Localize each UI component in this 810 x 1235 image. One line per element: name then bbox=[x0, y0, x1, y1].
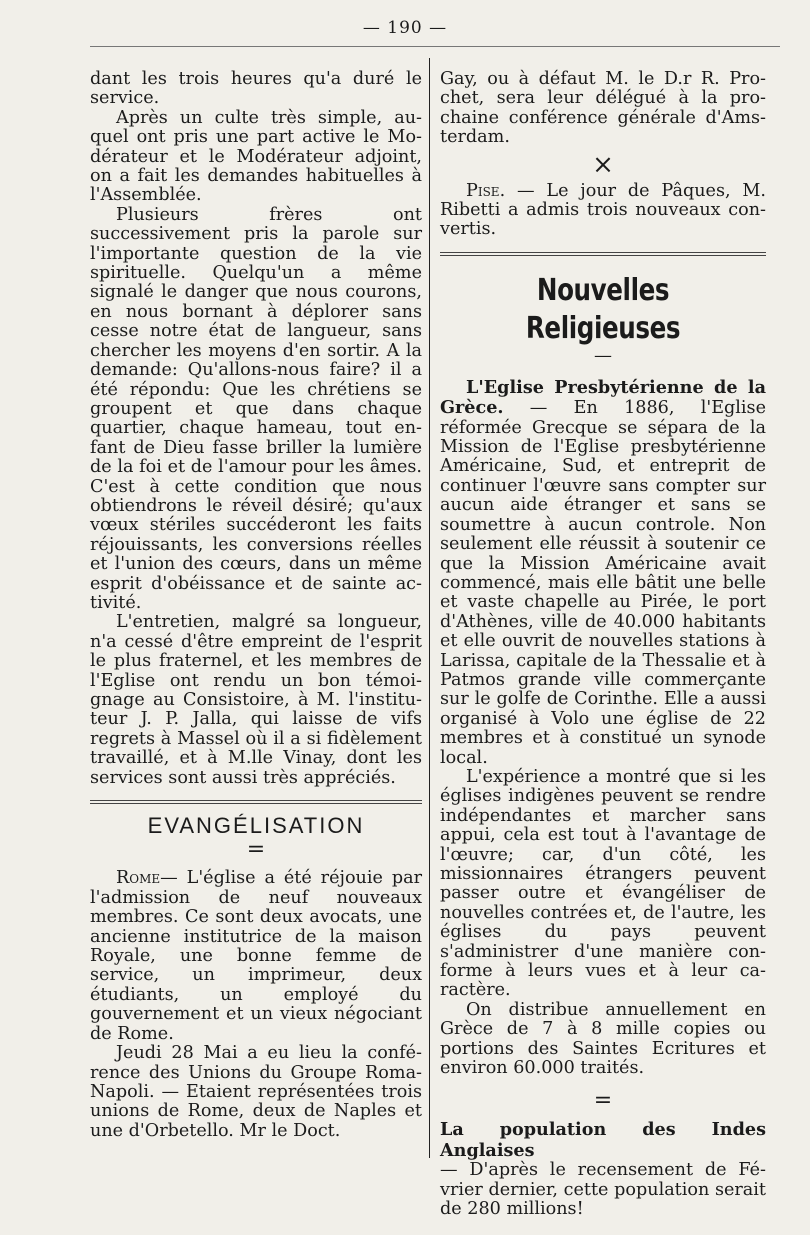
paragraph-text: — D'après le recensement de Février dernier, cette population serait de 280 millions! bbox=[440, 1160, 766, 1220]
paragraph: L'entretien, malgré sa longueur, n'a cessé d'être empreint de l'esprit le plus fraternel, et les membres de l'Eglise ont rendu un bon témoignage au Consistoire, à M. l'instituteur J. P. Jalla, qui laisse de vifs regrets à Massel où il a si fidèlement travaillé, et à M.lle Vinay, dont les services sont aussi très appréciés. bbox=[90, 612, 422, 788]
paragraph: L'expérience a montré que si les églises indigènes peuvent se rendre indépendantes et marcher sans appui, cela est tout à l'avantage de l'œuvre; car, d'un côté, les missionnaires étrangers peuvent passer outre et évangéliser de nouvelles contrées et, de l'autre, les églises du pays peuvent s'administrer d'une manière conforme à leurs vues et à leur caractère. bbox=[440, 766, 766, 1001]
left-column bbox=[90, 70, 422, 1141]
section-separator: = bbox=[593, 1088, 613, 1114]
place-label-rome: Rome bbox=[116, 868, 161, 889]
paragraph-pise bbox=[440, 182, 766, 240]
article-presbyterienne bbox=[440, 378, 766, 768]
paragraph-text: — L'église a été réjouie par l'admission de neuf nouveaux membres. Ce sont deux avocats, une ancienne institutrice de la maison Royale, une bonne femme de service, un imprimeur, deux étudiants, un employé du gouvernement et un vieux négociant de Rome. bbox=[90, 868, 422, 1044]
paragraph: Après un culte très simple, auquel ont pris une part active le Modérateur et le Modérateur adjoint, on a fait les demandes habituelles à l'Assemblée. bbox=[90, 107, 422, 206]
place-label-pise: Pise bbox=[466, 180, 500, 201]
article-population bbox=[440, 1120, 766, 1219]
section-separator: = bbox=[246, 837, 266, 863]
paragraph: On distribue annuellement en Grèce de 7 à 8 mille copies ou portions des Saintes Ecritures et environ 60.000 traités. bbox=[440, 999, 766, 1079]
article-title: La population des Indes Anglaises bbox=[440, 1119, 766, 1161]
section-heading-evangelisation: EVANGÉLISATION bbox=[147, 813, 365, 839]
paragraph: dant les trois heures qu'a duré le service. bbox=[90, 69, 422, 109]
section-rule bbox=[90, 800, 422, 804]
heading-dash: — bbox=[594, 344, 612, 366]
cross-separator: × bbox=[592, 149, 614, 180]
paragraph: Plusieurs frères ont successivement pris la parole sur l'importante question de la vie spirituelle. Quelqu'un a même signalé le danger que nous courons, en nous bornant à déplorer sans cesse notre état de langueur, sans chercher les moyens d'en sortir. A la demande: Qu'allons-nous faire? il a été répondu: Que les chrétiens se groupent et que dans chaque quartier, chaque hameau, tout enfant de Dieu fasse briller la lumière de la foi et de l'amour pour les âmes. C'est à cette condition que nous obtiendrons le réveil désiré; qu'aux vœux stériles succéderont les faits réjouissants, les conversions réelles et l'union des cœurs, dans un même esprit d'obéissance et de sainte activité. bbox=[90, 204, 422, 613]
paragraph-text: — En 1886, l'Eglise réformée Grecque se sépara de la Mission de l'Eglise presbytérienne Américaine, Sud, et entreprit de continuer l'œuvre sans compter sur aucun aide étranger et sans se soumettre à aucun controle. Non seulement elle réussit à soutenir ce que la Mission Américaine avait commencé, mais elle bâtit une belle et vaste chapelle au Pirée, le port d'Athènes, ville de 40.000 habitants et elle ouvrit de nouvelles stations à Larissa, capitale de la Thessalie et à Patmos grande ville commerçante sur le golfe de Corinthe. Elle a aussi organisé à Volo une église de 22 membres et à constitué un synode local. bbox=[440, 398, 766, 768]
column-divider bbox=[429, 58, 430, 1158]
paragraph: Gay, ou à défaut M. le D.r R. Prochet, sera leur délégué à la prochaine conférence générale d'Amsterdam. bbox=[440, 69, 766, 148]
header-rule bbox=[90, 46, 780, 47]
section-heading-nouvelles-religieuses: Nouvelles Religieuses bbox=[525, 272, 681, 346]
section-rule bbox=[440, 252, 766, 256]
paragraph-rome bbox=[90, 869, 422, 1044]
page-number: — 190 — bbox=[362, 18, 448, 38]
article-title: L'Eglise Presbytérienne de la Grèce. bbox=[440, 376, 766, 419]
paragraph: Jeudi 28 Mai a eu lieu la conférence des Unions du Groupe Roma-Napoli. — Etaient représentées trois unions de Rome, deux de Naples et une d'Orbetello. Mr le Doct. bbox=[90, 1043, 422, 1141]
right-column bbox=[440, 70, 766, 1220]
paragraph-text: . — Le jour de Pâques, M. Ribetti a admis trois nouveaux convertis. bbox=[440, 180, 766, 240]
